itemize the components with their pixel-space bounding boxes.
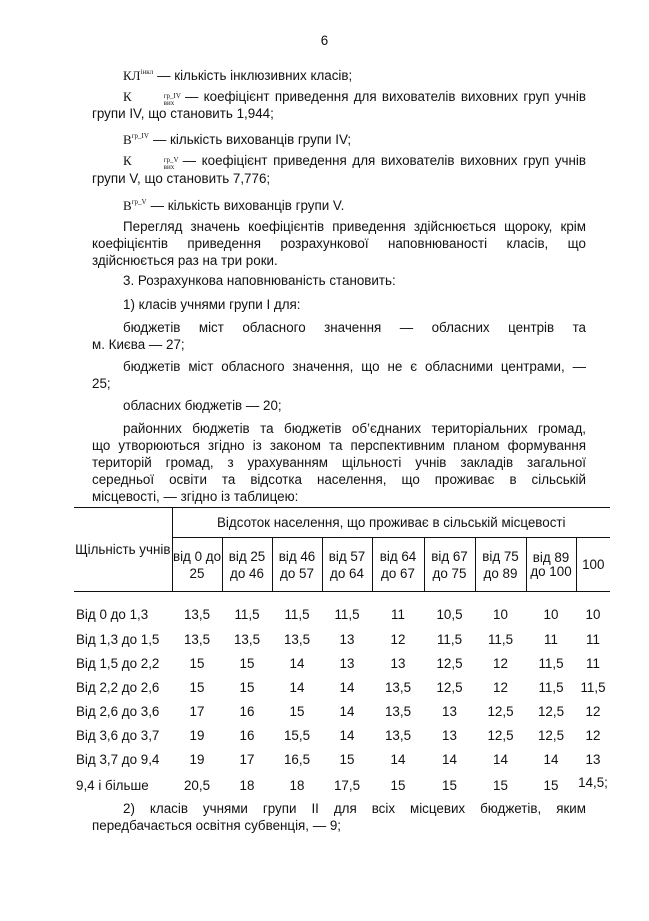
table-cell: 13,5 xyxy=(183,632,211,647)
section-3-1-heading: 1) класів учнями групи I для: xyxy=(123,297,301,312)
definition-k-v-line1: К гр_V вих — коефіцієнт приведення для вихователів виховних груп учнів xyxy=(123,153,586,171)
table-cell: 11 xyxy=(586,656,600,671)
table-cell: 12 xyxy=(585,704,601,719)
table-cell: 12 xyxy=(493,656,508,671)
table-column-header: від 67 до 75 xyxy=(424,538,475,592)
budget-regional-centers-line2: м. Києва — 27; xyxy=(92,337,185,352)
table-cell: 18 xyxy=(239,777,255,793)
table-cell: 16,5 xyxy=(283,752,311,767)
budget-regional-centers-line1: бюджетів міст обласного значення — обласних центрів та xyxy=(123,320,586,335)
table-cell: 12 xyxy=(390,632,406,647)
table-column-header: 100 xyxy=(576,538,610,592)
table-cell: 13,5 xyxy=(283,632,311,647)
table-cell: 11,5 xyxy=(436,632,463,647)
table-cell: 15 xyxy=(390,777,406,793)
table-cell: 13,5 xyxy=(384,728,412,743)
symbol-klinkl: $КЛ^{інкл}$ xyxy=(123,68,154,83)
table-cell: 12,5 xyxy=(487,728,514,743)
table-cell: 14 xyxy=(543,752,559,767)
section-3-2-line1: 2) класів учнями групи II для всіх місцевих бюджетів, яким xyxy=(123,801,586,816)
budget-oblast: обласних бюджетів — 20; xyxy=(123,398,282,413)
table-cell: 12,5 xyxy=(537,728,565,743)
table-cell: 11,5 xyxy=(580,680,606,695)
table-cell: 10,5 xyxy=(436,607,463,623)
table-row-label: Від 2,2 до 2,6 xyxy=(76,680,160,695)
table-row xyxy=(74,676,610,700)
symbol-k-v: К гр_V вих xyxy=(123,153,179,171)
table-row xyxy=(74,748,610,772)
table-cell: 13 xyxy=(442,704,457,719)
table-cell: 12 xyxy=(493,680,508,695)
table-column-header: від 89 до 100 xyxy=(526,538,576,592)
review-paragraph-line3: здійснюється раз на три роки. xyxy=(92,253,278,268)
table-cell: 13 xyxy=(339,632,355,647)
table-cell: 13 xyxy=(390,656,406,671)
table-cell: 15 xyxy=(442,777,457,793)
table-cell: 15 xyxy=(239,656,255,671)
table-cell: 16 xyxy=(239,704,255,719)
table-cell: 13 xyxy=(585,752,601,767)
table-cell: 17 xyxy=(189,704,205,719)
table-cell: 13 xyxy=(339,656,355,671)
definition-v-v: $В^{гр\_V}$ — кількість вихованців групи V. xyxy=(123,198,345,213)
table-cell: 20,5 xyxy=(183,777,211,793)
table-cell: 13,5 xyxy=(384,704,412,719)
table-cell: 14 xyxy=(442,752,457,767)
table-cell: 11,5 xyxy=(487,632,514,647)
district-paragraph-line1: районних бюджетів та бюджетів об’єднаних територіальних громад, xyxy=(123,421,586,436)
page-number: 6 xyxy=(320,33,329,48)
table-cell: 13,5 xyxy=(233,632,261,647)
section-3-2-line2: передбачається освітня субвенція, — 9; xyxy=(92,818,342,833)
table-group-header: Відсоток населення, що проживає в сільській місцевості xyxy=(172,508,610,538)
class-size-table xyxy=(74,507,610,799)
table-row-label: Від 1,5 до 2,2 xyxy=(76,656,160,671)
table-cell: 10 xyxy=(493,607,508,623)
definition-klinkl: $КЛ^{інкл}$ — кількість інклюзивних класів; xyxy=(123,68,353,83)
table-cell: 14,5; xyxy=(578,774,608,790)
table-row-label: 9,4 і більше xyxy=(76,777,149,793)
table-cell: 11 xyxy=(586,632,600,647)
table-row xyxy=(74,724,610,748)
table-cell: 17,5 xyxy=(333,777,361,793)
district-paragraph-line2: що утворюються згідно із законом та перспективним планом формування xyxy=(92,438,586,453)
table-cell: 11,5 xyxy=(538,656,564,671)
table-cell: 11,5 xyxy=(234,607,260,623)
table-cell: 19 xyxy=(189,752,205,767)
table-row-label: Від 3,6 до 3,7 xyxy=(76,728,160,743)
district-paragraph-line4: середньої освіти та відсотка населення, що проживає в сільській xyxy=(92,472,586,487)
table-row xyxy=(74,652,610,676)
table-cell: 15,5 xyxy=(283,728,311,743)
table-row-label: Від 2,6 до 3,6 xyxy=(76,704,160,719)
table-column-header: від 25 до 46 xyxy=(222,538,272,592)
table-cell: 14 xyxy=(493,752,508,767)
symbol-v-v: $В^{гр\_V}$ xyxy=(123,198,147,213)
table-row xyxy=(74,592,610,628)
table-row xyxy=(74,700,610,724)
symbol-v-iv: $В^{гр\_IV}$ xyxy=(123,132,149,147)
table-cell: 11,5 xyxy=(284,607,310,623)
table-cell: 14 xyxy=(289,656,305,671)
table-column-header: від 75 до 89 xyxy=(475,538,526,592)
table-cell: 12,5 xyxy=(537,704,565,719)
table-row xyxy=(74,628,610,652)
table-row xyxy=(74,772,610,799)
table-column-header: від 46 до 57 xyxy=(272,538,322,592)
table-cell: 15 xyxy=(339,752,355,767)
table-row-label: Від 0 до 1,3 xyxy=(76,607,149,623)
table-cell: 14 xyxy=(390,752,406,767)
definition-k-v-line2: групи V, що становить 7,776; xyxy=(92,171,271,186)
section-3-heading: 3. Розрахункова наповнюваність становить: xyxy=(123,273,396,288)
table-row-label: Від 1,3 до 1,5 xyxy=(76,632,160,647)
table-cell: 13 xyxy=(442,728,457,743)
table-row-header: Щільність учнів xyxy=(74,508,172,592)
table-cell: 13,5 xyxy=(384,680,412,695)
budget-non-centers-line2: 25; xyxy=(92,376,111,391)
table-cell: 10 xyxy=(543,607,559,623)
definition-k-iv-line1: К гр_IV вих — коефіцієнт приведення для вихователів виховних груп учнів xyxy=(123,89,586,107)
review-paragraph-line2: коефіцієнтів приведення розрахункової наповнюваності класів, що xyxy=(92,236,586,251)
table-cell: 11,5 xyxy=(538,680,564,695)
table-cell: 18 xyxy=(289,777,305,793)
table-cell: 11,5 xyxy=(334,607,360,623)
budget-non-centers-line1: бюджетів міст обласного значення, що не є обласними центрами, — xyxy=(123,359,586,374)
table-cell: 15 xyxy=(543,777,559,793)
table-cell: 15 xyxy=(493,777,508,793)
table-cell: 12,5 xyxy=(487,704,514,719)
symbol-k-iv: К гр_IV вих xyxy=(123,89,181,107)
table-column-header: від 57 до 64 xyxy=(322,538,372,592)
table-cell: 16 xyxy=(239,728,255,743)
table-body xyxy=(74,592,610,799)
table-cell: 19 xyxy=(189,728,205,743)
table-cell: 11 xyxy=(544,632,558,647)
table-cell: 14 xyxy=(339,704,355,719)
table-cell: 14 xyxy=(339,728,355,743)
table-cell: 15 xyxy=(239,680,255,695)
table-cell: 10 xyxy=(585,607,601,623)
table-cell: 14 xyxy=(289,680,305,695)
table-cell: 11 xyxy=(391,607,405,623)
table-cell: 15 xyxy=(189,656,205,671)
table-cell: 12 xyxy=(585,728,601,743)
district-paragraph-line3: територій громад, з урахуванням щільності учнів закладів загальної xyxy=(92,455,586,470)
review-paragraph-line1: Перегляд значень коефіцієнтів приведення здійснюється щороку, крім xyxy=(123,219,586,234)
table-cell: 17 xyxy=(239,752,255,767)
table-column-header: від 0 до 25 xyxy=(172,538,222,592)
definition-k-iv-line2: групи IV, що становить 1,944; xyxy=(92,106,274,121)
table-cell: 12,5 xyxy=(436,680,463,695)
table-cell: 12,5 xyxy=(436,656,463,671)
table-cell: 14 xyxy=(339,680,355,695)
definition-v-iv: $В^{гр\_IV}$ — кількість вихованців групи IV; xyxy=(123,132,352,147)
table-column-header: від 64 до 67 xyxy=(372,538,424,592)
district-paragraph-line5: місцевості, — згідно із таблицею: xyxy=(92,489,299,504)
table-row-label: Від 3,7 до 9,4 xyxy=(76,752,160,767)
table-cell: 13,5 xyxy=(183,607,211,623)
table-cell: 15 xyxy=(289,704,305,719)
table-cell: 15 xyxy=(189,680,205,695)
